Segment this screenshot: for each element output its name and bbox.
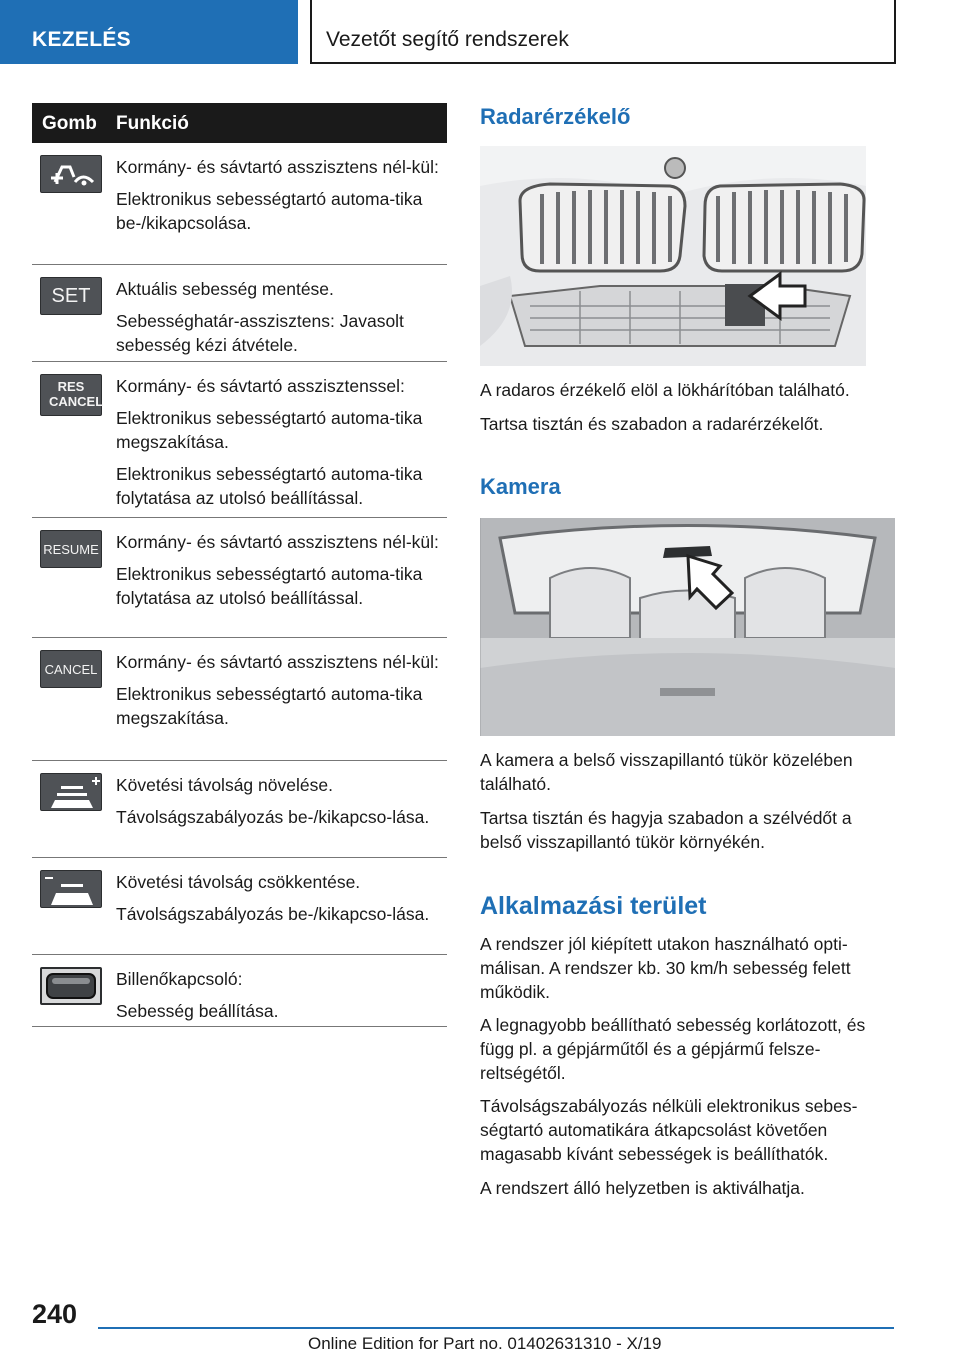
application-heading: Alkalmazási terület	[480, 892, 707, 920]
table-row	[32, 362, 447, 518]
footer-divider	[98, 1327, 894, 1329]
function-text: Elektronikus sebességtartó automa-tika megszakítása.	[116, 684, 423, 728]
table-row	[32, 955, 447, 1027]
function-text: Elektronikus sebességtartó automa-tika folytatása az utolsó beállítással.	[116, 564, 423, 608]
function-text: Követési távolság csökkentése.	[116, 872, 361, 892]
camera-heading: Kamera	[480, 474, 561, 499]
chapter-tab	[310, 0, 896, 64]
button-label: RES CANCEL	[49, 379, 104, 409]
set-button-icon	[40, 277, 102, 315]
table-row	[32, 858, 447, 955]
cancel-button-icon	[40, 650, 102, 688]
footer-edition: Online Edition for Part no. 01402631310 - X/19	[308, 1334, 662, 1353]
radar-sensor-image	[480, 146, 866, 366]
res-cancel-button-icon	[40, 374, 102, 416]
camera-paragraph-1: A kamera a belső visszapillantó tükör közelében található.	[480, 750, 853, 794]
button-label: SET	[51, 285, 91, 307]
function-text: Billenőkapcsoló:	[116, 969, 243, 989]
function-text: Aktuális sebesség mentése.	[116, 279, 334, 299]
function-text: Kormány- és sávtartó asszisztens nél-kül:	[116, 652, 439, 672]
button-label: CANCEL	[44, 662, 98, 677]
function-text: Elektronikus sebességtartó automa-tika folytatása az utolsó beállítással.	[116, 464, 423, 508]
table-row	[32, 265, 447, 362]
column-header-button: Gomb	[42, 113, 97, 134]
function-text: Elektronikus sebességtartó automa-tika megszakítása.	[116, 408, 423, 452]
function-text: Kormány- és sávtartó asszisztenssel:	[116, 376, 405, 396]
function-text: Sebesség beállítása.	[116, 1001, 279, 1021]
column-header-function: Funkció	[116, 113, 189, 134]
function-text: Távolságszabályozás be-/kikapcso-lása.	[116, 807, 430, 827]
rocker-switch-icon	[40, 967, 102, 1005]
table-header	[32, 103, 447, 143]
button-function-table	[32, 103, 447, 1027]
resume-button-icon	[40, 530, 102, 568]
camera-image	[480, 518, 895, 736]
function-text: Elektronikus sebességtartó automa-tika be-/kikapcsolása.	[116, 189, 423, 233]
application-paragraph-2: A legnagyobb beállítható sebesség korlátozott, és függ pl. a gépjárműtől és a gépjármű felsze-reltségétől.	[480, 1015, 866, 1083]
function-text: Sebességhatár-asszisztens: Javasolt sebesség kézi átvétele.	[116, 311, 404, 355]
page-number: 240	[32, 1299, 78, 1329]
steering-lane-assist-icon	[40, 155, 102, 193]
radar-paragraph-1: A radaros érzékelő elöl a lökhárítóban található.	[480, 380, 850, 400]
camera-paragraph-2: Tartsa tisztán és hagyja szabadon a szélvédőt a belső visszapillantó tükör környékén.	[480, 808, 852, 852]
radar-heading: Radarérzékelő	[480, 104, 631, 129]
radar-paragraph-2: Tartsa tisztán és szabadon a radarérzékelőt.	[480, 414, 824, 434]
application-paragraph-1: A rendszer jól kiépített utakon használható opti-málisan. A rendszer kb. 30 km/h sebesség felett működik.	[480, 934, 851, 1002]
application-paragraph-3: Távolságszabályozás nélküli elektronikus sebes-ségtartó automatikára átkapcsolást követően magasabb kívánt sebességek is beállíthatók.	[480, 1096, 858, 1164]
function-text: Követési távolság növelése.	[116, 775, 333, 795]
function-text: Kormány- és sávtartó asszisztens nél-kül:	[116, 157, 439, 177]
section-tab	[0, 0, 298, 64]
distance-decrease-icon	[40, 870, 102, 908]
distance-increase-icon	[40, 773, 102, 811]
button-label: RESUME	[43, 542, 99, 557]
table-row	[32, 761, 447, 858]
table-row	[32, 143, 447, 265]
application-paragraph-4: A rendszert álló helyzetben is aktiválhatja.	[480, 1178, 805, 1198]
function-text: Kormány- és sávtartó asszisztens nél-kül:	[116, 532, 439, 552]
chapter-title: Vezetőt segítő rendszerek	[326, 28, 569, 51]
section-title: KEZELÉS	[32, 28, 131, 51]
table-row	[32, 518, 447, 638]
table-row	[32, 638, 447, 761]
function-text: Távolságszabályozás be-/kikapcso-lása.	[116, 904, 430, 924]
